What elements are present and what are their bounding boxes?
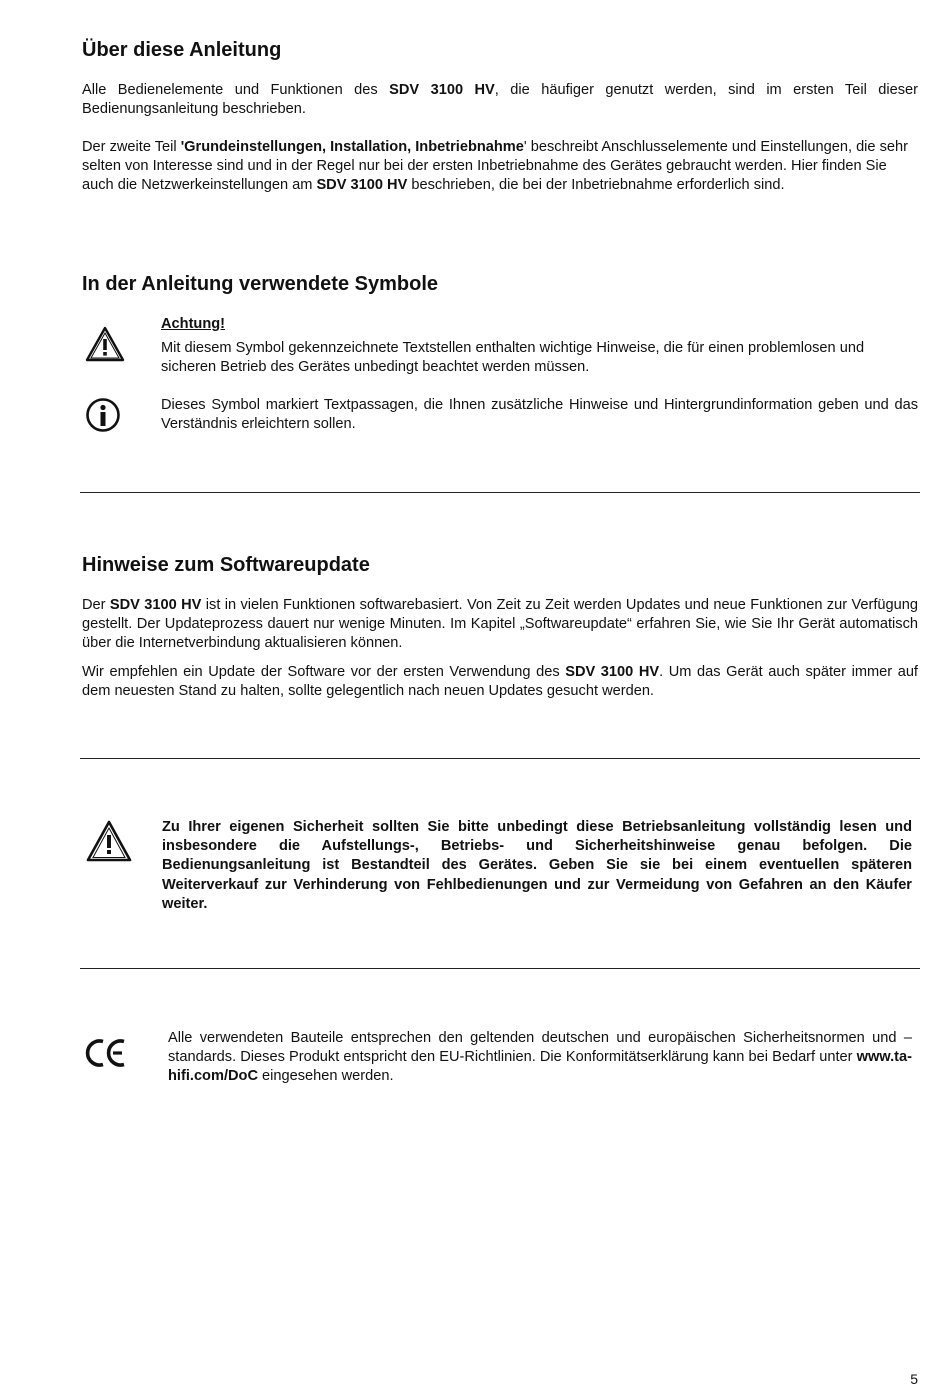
divider xyxy=(80,968,920,969)
section-title-about: Über diese Anleitung xyxy=(82,39,282,61)
update-paragraph-2 xyxy=(82,663,918,701)
about-p2-text: Der zweite Teil xyxy=(82,139,181,155)
ce-conformity-text xyxy=(168,1029,912,1087)
warning-triangle-icon xyxy=(85,819,133,868)
about-p1-text-end: , die häufiger genutzt werden, sind im ersten Teil dieser Bedienungsanleitung beschrieben. xyxy=(82,82,919,118)
section-title-symbols: In der Anleitung verwendete Symbole xyxy=(82,273,438,295)
product-name: SDV 3100 HV xyxy=(316,177,408,194)
about-p2-text-mid: ' beschreibt Anschlusselemente und Einstellungen, die sehr selten von Interesse sind und in der Regel nur bei der ersten Inbetriebnahme des Gerätes gebraucht werden. Hier finden Sie auch die Netzwerkeinstellungen am xyxy=(82,139,908,194)
part-title: 'Grundeinstellungen, Installation, Inbetriebnahme xyxy=(180,139,524,155)
page-number: 5 xyxy=(910,1371,918,1387)
product-name: SDV 3100 HV xyxy=(389,82,495,98)
warning-description: Mit diesem Symbol gekennzeichnete Textstellen enthalten wichtige Hinweise, die für einen problemlosen und sicheren Betrieb des Gerätes unbedingt beachtet werden müssen. xyxy=(161,340,865,376)
about-paragraph-2 xyxy=(82,138,918,196)
update-p1-text: Der xyxy=(82,597,110,613)
product-name: SDV 3100 HV xyxy=(109,597,202,613)
section-title-software-update: Hinweise zum Softwareupdate xyxy=(82,554,370,576)
about-paragraph-1 xyxy=(82,81,918,119)
info-circle-icon xyxy=(85,397,121,438)
update-p2-text: Wir empfehlen ein Update der Software vor der ersten Verwendung des xyxy=(82,664,566,680)
divider xyxy=(80,492,920,493)
warning-triangle-icon xyxy=(84,325,126,368)
about-p2-text-end: beschrieben, die bei der Inbetriebnahme erforderlich sind. xyxy=(407,177,785,194)
update-p2-text-end: . Um das Gerät auch später immer auf dem neuesten Stand zu halten, sollte gelegentlich nach neuen Updates gesucht werden. xyxy=(82,664,918,700)
warning-heading: Achtung! xyxy=(161,316,226,332)
update-paragraph-1 xyxy=(82,596,918,654)
info-description: Dieses Symbol markiert Textpassagen, die Ihnen zusätzliche Hinweise und Hintergrundinformation geben und das Verständnis erleichtern sollen. xyxy=(161,397,918,433)
ce-text: Alle verwendeten Bauteile entsprechen den geltenden deutschen und europäischen Sicherheitsnormen und –standards. Dieses Produkt entspricht den EU-Richtlinien. Die Konformitätserklärung kann bei Bedarf unter xyxy=(168,1030,912,1066)
update-p1-text-end: ist in vielen Funktionen softwarebasiert. Von Zeit zu Zeit werden Updates und neue Funktionen zur Verfügung gestellt. Der Updateprozess dauert nur wenige Minuten. Im Kapitel „Softwareupdate“ erfahren Sie, wie Sie Ihr Gerät automatisch über die Internetverbindung aktualisieren können. xyxy=(82,597,918,652)
conformity-link[interactable]: www.ta-hifi.com/DoC xyxy=(168,1049,912,1085)
divider xyxy=(80,758,920,759)
ce-text-end: eingesehen werden. xyxy=(258,1068,394,1085)
product-name: SDV 3100 HV xyxy=(565,664,660,680)
ce-mark-icon xyxy=(84,1037,128,1074)
safety-notice: Zu Ihrer eigenen Sicherheit sollten Sie bitte unbedingt diese Betriebsanleitung vollständig lesen und insbesondere die Aufstellungs-, Betriebs- und Sicherheitshinweise genau befolgen. Die Bedienungsanleitung ist Bestandteil des Gerätes. Geben Sie sie bei einem eventuellen späteren Weiterverkauf zur Verhinderung von Fehlbedienungen und zur Vermeidung von Gefahren an den Käufer weiter. xyxy=(162,819,912,912)
about-p1-text: Alle Bedienelemente und Funktionen des xyxy=(82,82,390,98)
warning-block xyxy=(161,315,918,378)
